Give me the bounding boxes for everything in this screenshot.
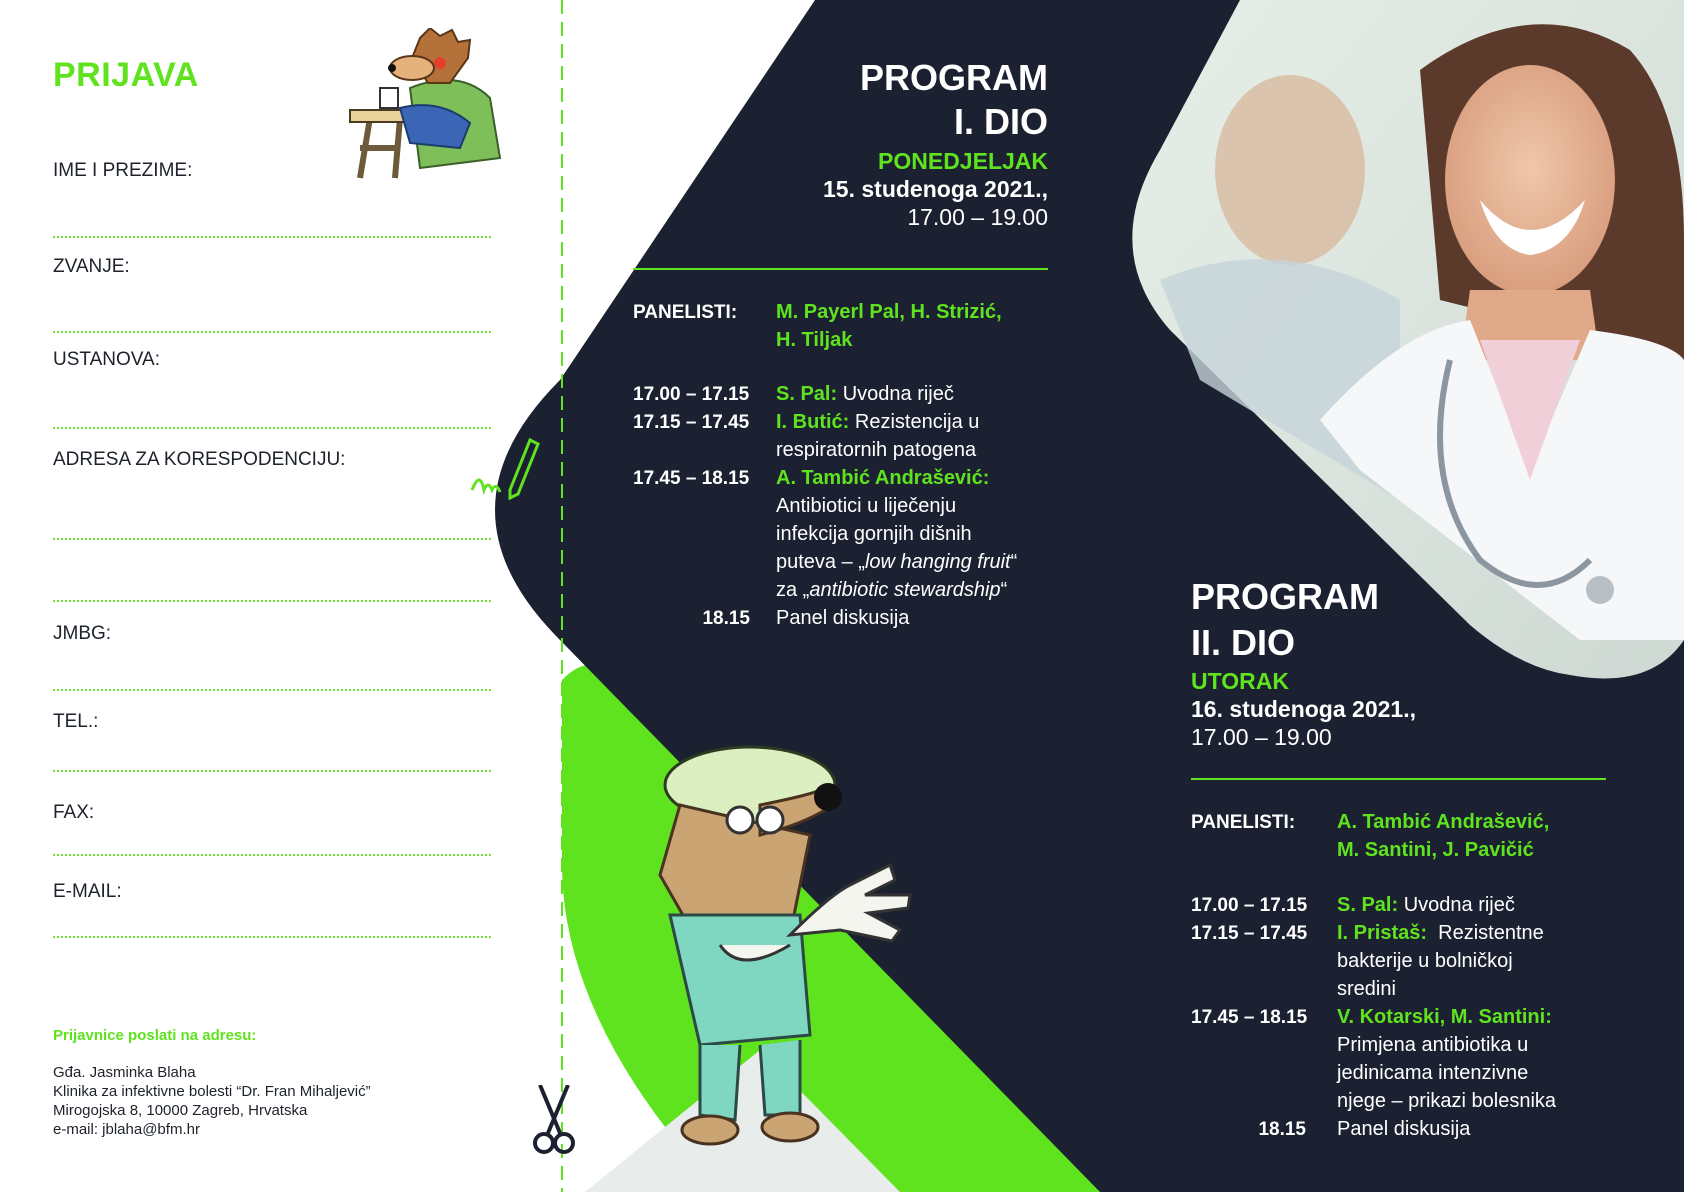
program1-title-line2: I. DIO bbox=[953, 101, 1048, 142]
pen-signature-icon bbox=[470, 430, 540, 500]
program2-item-time: 17.15 – 17.45 bbox=[1191, 923, 1308, 944]
program1-item bbox=[776, 408, 979, 464]
field-label-institution: USTANOVA: bbox=[53, 349, 160, 370]
program2-item bbox=[1337, 891, 1515, 919]
talk-title: “ bbox=[1010, 551, 1018, 573]
talk-title: infekcija gornjih dišnih bbox=[776, 523, 972, 545]
speaker: S. Pal: bbox=[1337, 894, 1399, 916]
program1-panel-label: PANELISTI: bbox=[633, 302, 738, 323]
field-line-fax[interactable] bbox=[53, 854, 491, 856]
talk-title: bakterije u bolničkoj bbox=[1337, 950, 1513, 972]
scissors-icon bbox=[530, 1085, 578, 1155]
speaker: S. Pal: bbox=[776, 383, 838, 405]
field-label-email: E-MAIL: bbox=[53, 881, 122, 902]
field-line-name[interactable] bbox=[53, 236, 491, 238]
program2-item bbox=[1337, 919, 1544, 1003]
address-email: e-mail: jblaha@bfm.hr bbox=[53, 1121, 200, 1138]
speaker: I. Pristaš: bbox=[1337, 922, 1428, 944]
program2-day: UTORAK bbox=[1191, 668, 1289, 694]
speaker: I. Butić: bbox=[776, 411, 850, 433]
field-line-address-1[interactable] bbox=[53, 538, 491, 540]
program1-title bbox=[780, 56, 1048, 144]
program1-separator bbox=[633, 268, 1048, 270]
program2-panel-label: PANELISTI: bbox=[1191, 812, 1296, 833]
send-address-title: Prijavnice poslati na adresu: bbox=[53, 1027, 257, 1044]
field-label-tel: TEL.: bbox=[53, 711, 99, 732]
program1-item: Panel diskusija bbox=[776, 607, 910, 629]
program2-item: Panel diskusija bbox=[1337, 1118, 1471, 1140]
field-line-jmbg[interactable] bbox=[53, 689, 491, 691]
talk-title: Primjena antibiotika u bbox=[1337, 1034, 1529, 1056]
panelists-line: H. Tiljak bbox=[776, 329, 853, 351]
talk-title: low hanging fruit bbox=[864, 551, 1011, 573]
talk-title: “ bbox=[1000, 579, 1008, 601]
talk-title: sredini bbox=[1337, 978, 1396, 1000]
program2-title bbox=[1191, 574, 1379, 666]
talk-title: respiratornih patogena bbox=[776, 439, 977, 461]
field-label-fax: FAX: bbox=[53, 802, 95, 823]
talk-title: Rezistentne bbox=[1438, 922, 1544, 944]
program1-item bbox=[776, 380, 954, 408]
program1-item-time: 17.00 – 17.15 bbox=[633, 384, 750, 405]
program1-day: PONEDJELJAK bbox=[878, 148, 1048, 174]
program1-panelists bbox=[776, 298, 1002, 354]
program1-title-line1: PROGRAM bbox=[860, 57, 1048, 98]
field-line-title[interactable] bbox=[53, 331, 491, 333]
program2-item bbox=[1337, 1003, 1556, 1115]
talk-title: jedinicama intenzivne bbox=[1337, 1062, 1529, 1084]
program2-hours: 17.00 – 19.00 bbox=[1191, 724, 1332, 750]
program1-item-time: 17.15 – 17.45 bbox=[633, 412, 750, 433]
program2-separator bbox=[1191, 778, 1606, 780]
field-line-address-2[interactable] bbox=[53, 600, 491, 602]
panelists-line: M. Payerl Pal, H. Strizić, bbox=[776, 301, 1002, 323]
panelists-line: M. Santini, J. Pavičić bbox=[1337, 839, 1534, 861]
field-line-email[interactable] bbox=[53, 936, 491, 938]
speaker: A. Tambić Andrašević: bbox=[776, 467, 990, 489]
hedgehog-armchair-illustration bbox=[340, 28, 520, 188]
program1-item-time: 17.45 – 18.15 bbox=[633, 468, 750, 489]
talk-title: Uvodna riječ bbox=[1403, 894, 1515, 916]
program2-item-time: 17.00 – 17.15 bbox=[1191, 895, 1308, 916]
talk-title: antibiotic stewardship bbox=[809, 579, 1001, 601]
field-label-title: ZVANJE: bbox=[53, 256, 130, 277]
program1-date: 15. studenoga 2021., bbox=[823, 176, 1048, 202]
talk-title: njege – prikazi bolesnika bbox=[1337, 1090, 1557, 1112]
field-label-jmbg: JMBG: bbox=[53, 623, 112, 644]
talk-title: puteva – „ bbox=[776, 551, 865, 573]
address-line: Gđa. Jasminka Blaha bbox=[53, 1064, 196, 1081]
panelists-line: A. Tambić Andrašević, bbox=[1337, 811, 1550, 833]
talk-title: za „ bbox=[776, 579, 810, 601]
talk-title: Uvodna riječ bbox=[842, 383, 954, 405]
address-line: Klinika za infektivne bolesti “Dr. Fran Mihaljević” bbox=[53, 1083, 371, 1100]
field-line-tel[interactable] bbox=[53, 770, 491, 772]
talk-title: Antibiotici u liječenju bbox=[776, 495, 957, 517]
program2-panelists bbox=[1337, 808, 1549, 864]
address-line: Mirogojska 8, 10000 Zagreb, Hrvatska bbox=[53, 1102, 308, 1119]
field-label-address: ADRESA ZA KORESPODENCIJU: bbox=[53, 449, 346, 470]
program2-title-line1: PROGRAM bbox=[1191, 576, 1379, 617]
program2-date: 16. studenoga 2021., bbox=[1191, 696, 1416, 722]
program1-hours: 17.00 – 19.00 bbox=[907, 204, 1048, 230]
form-title: PRIJAVA bbox=[53, 56, 199, 94]
program1-item-time: 18.15 bbox=[702, 608, 750, 629]
hedgehog-surgeon-illustration bbox=[640, 745, 920, 1155]
program1-item bbox=[776, 464, 1017, 604]
program2-item-time: 17.45 – 18.15 bbox=[1191, 1007, 1308, 1028]
field-label-name: IME I PREZIME: bbox=[53, 160, 193, 181]
program2-item-time: 18.15 bbox=[1258, 1119, 1306, 1140]
speaker: V. Kotarski, M. Santini: bbox=[1337, 1006, 1552, 1028]
field-line-institution[interactable] bbox=[53, 427, 491, 429]
talk-title: Rezistencija u bbox=[854, 411, 980, 433]
program2-title-line2: II. DIO bbox=[1191, 622, 1296, 663]
